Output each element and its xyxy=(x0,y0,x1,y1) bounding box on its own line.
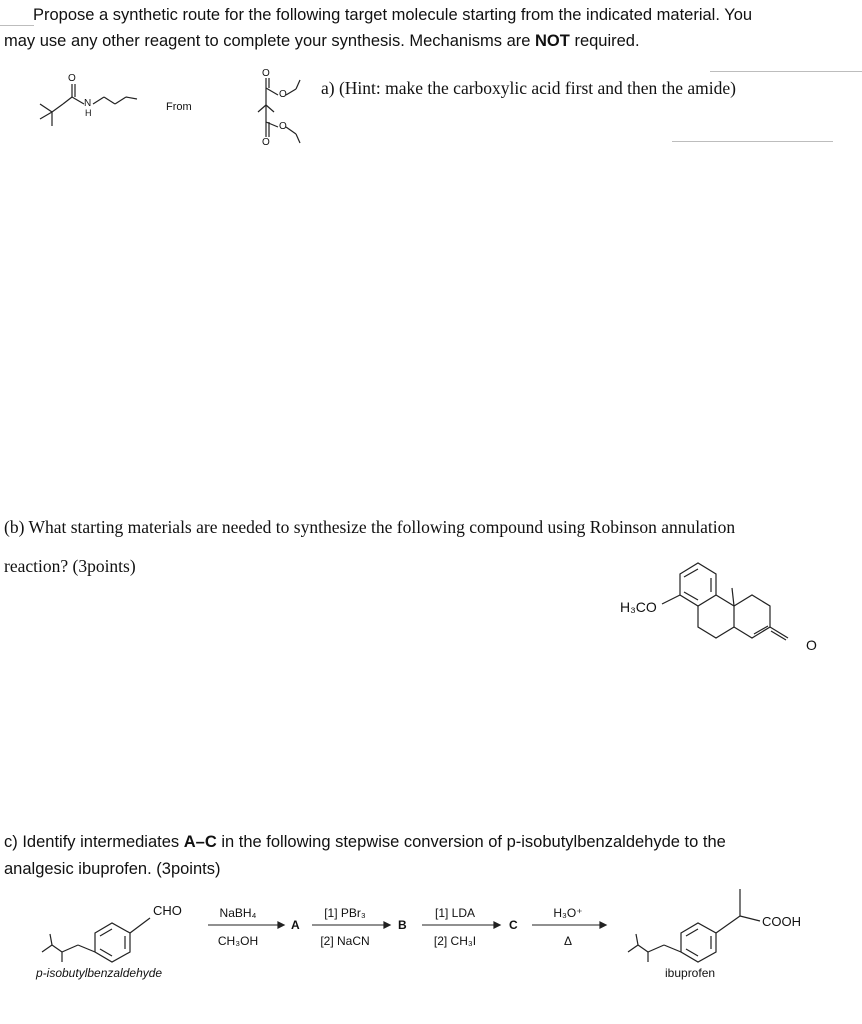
step2-reagent-bottom: [2] NaCN xyxy=(320,934,370,948)
carboxylic-acid-label: COOH xyxy=(762,914,801,929)
intermediate-a-label: A xyxy=(291,918,300,932)
step1-reagent-bottom: CH₃OH xyxy=(217,934,259,948)
step4-reagent-top: H₃O⁺ xyxy=(553,906,583,920)
instructions-emphasis: NOT xyxy=(535,32,570,50)
intermediate-c-label: C xyxy=(509,918,518,932)
part-c-intermediates: A–C xyxy=(183,833,217,851)
part-a-hint: a) (Hint: make the carboxylic acid first and then the amide) xyxy=(321,78,736,98)
step4-reagent-bottom: Δ xyxy=(563,934,572,948)
part-c-line-1-suffix: in the following stepwise conversion of p-isobutylbenzaldehyde to the xyxy=(216,833,726,851)
diester-carbonyl-oxygen-1: O xyxy=(262,68,270,79)
part-c-question-line-2: analgesic ibuprofen. (3points) xyxy=(4,860,221,878)
diester-ether-oxygen-1: O xyxy=(279,89,287,100)
part-c-line-1-prefix: c) Identify intermediates xyxy=(4,833,184,851)
instructions-line-1: Propose a synthetic route for the following target molecule starting from the indicated material. You xyxy=(33,6,753,24)
instructions-line-2-suffix: required. xyxy=(569,32,640,50)
methoxy-label: H₃CO xyxy=(620,599,657,615)
from-label: From xyxy=(166,101,192,113)
step3-reagent-bottom: [2] CH₃I xyxy=(433,934,477,948)
amide-oxygen-label: O xyxy=(68,73,76,84)
diester-ether-oxygen-2: O xyxy=(279,121,287,132)
step2-reagent-top: [1] PBr₃ xyxy=(324,906,366,920)
intermediate-b-label: B xyxy=(398,918,407,932)
part-b-question-line-2: reaction? (3points) xyxy=(4,556,136,576)
amide-nitrogen-label: N xyxy=(84,98,92,109)
amide-hydrogen-label: H xyxy=(85,108,92,118)
aldehyde-group-label: CHO xyxy=(153,903,182,918)
part-b-question-line-1: (b) What starting materials are needed to synthesize the following compound using Robinson annulation xyxy=(4,517,736,537)
diester-carbonyl-oxygen-2: O xyxy=(262,137,270,148)
end-compound-name: ibuprofen xyxy=(665,966,716,980)
start-compound-name: p-isobutylbenzaldehyde xyxy=(36,966,163,980)
instructions-line-2-prefix: may use any other reagent to complete your synthesis. Mechanisms are xyxy=(4,32,536,50)
step3-reagent-top: [1] LDA xyxy=(434,906,476,920)
step1-reagent-top: NaBH₄ xyxy=(219,906,257,920)
ketone-oxygen-label: O xyxy=(806,637,817,653)
